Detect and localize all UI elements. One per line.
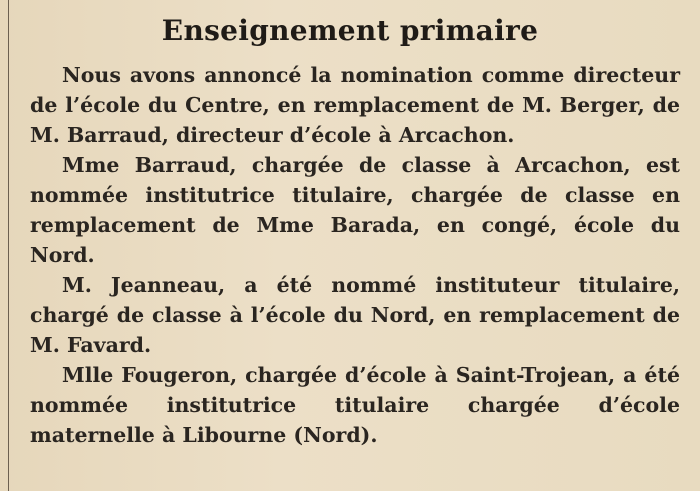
paragraph-2: Mme Barraud, chargée de classe à Arcachon, est nommée institutrice titulaire, chargée de classe en remplacement de Mme Barada, en congé, école du Nord. [30,153,680,267]
paragraph-1: Nous avons annoncé la nomination comme directeur de l’école du Centre, en remplacement de M. Berger, de M. Barraud, directeur d’école à Arcachon. [30,63,680,147]
paragraph-3: M. Jeanneau, a été nommé instituteur titulaire, chargé de classe à l’école du Nord, en remplacement de M. Favard. [30,273,680,357]
article-title: Enseignement primaire [161,14,539,47]
column-rule [8,0,9,491]
article-body [30,60,680,450]
paragraph-4: Mlle Fougeron, chargée d’école à Saint-Trojean, a été nommée institutrice titulaire chargée d’école maternelle à Libourne (Nord). [30,363,680,447]
